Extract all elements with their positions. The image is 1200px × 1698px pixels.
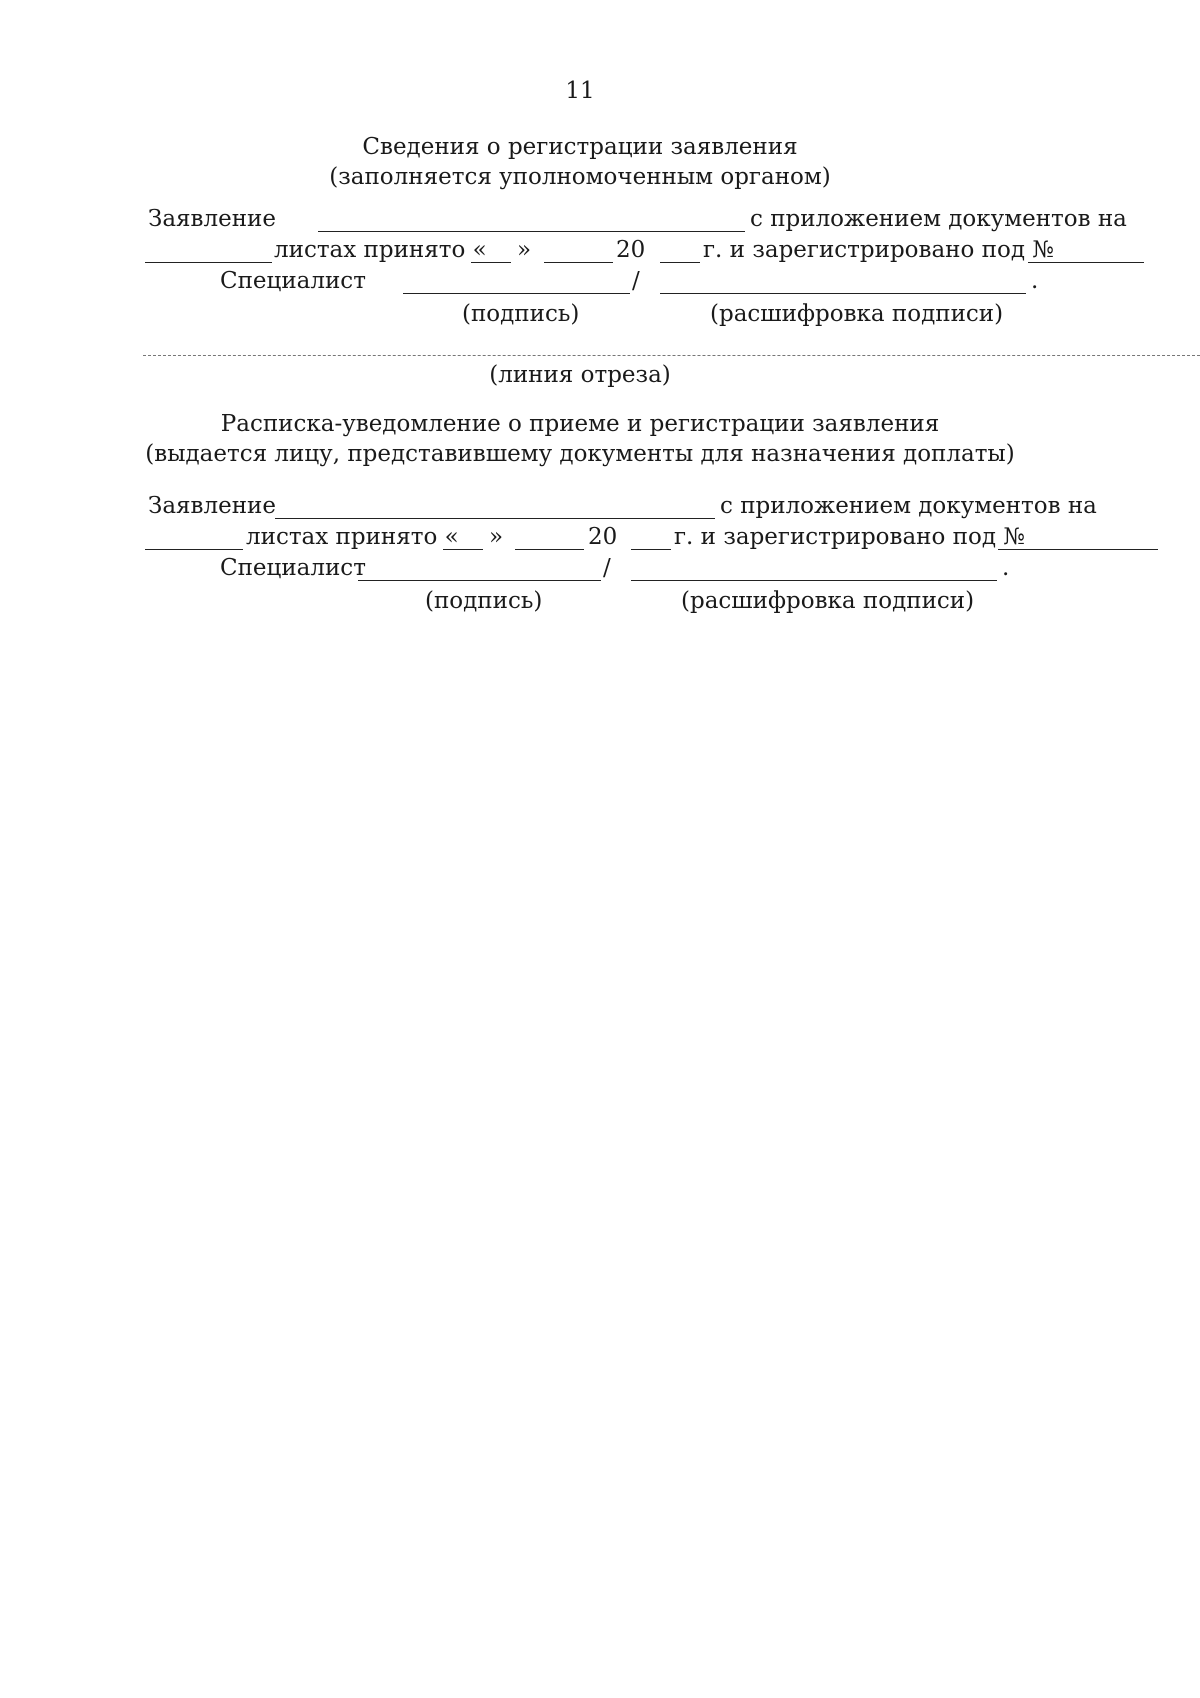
section2-title: Расписка-уведомление о приеме и регистрации заявления [220, 411, 940, 437]
page-number: 11 [565, 78, 595, 104]
section2-decoding-caption: (расшифровка подписи) [681, 588, 975, 614]
section2-year-prefix: 20 [588, 524, 618, 550]
section1-day-blank[interactable] [471, 262, 511, 263]
section2-signature-caption: (подпись) [425, 588, 543, 614]
section2-quote-close: » [489, 524, 504, 550]
section2-attachments-text: с приложением документов на [720, 493, 1097, 519]
section1-signature-blank[interactable] [403, 293, 630, 294]
section1-sheets-count-blank[interactable] [145, 262, 272, 263]
section2-day-blank[interactable] [443, 549, 483, 550]
section2-registered-text: г. и зарегистрировано под № [674, 524, 1026, 550]
section1-signature-caption: (подпись) [462, 301, 580, 327]
section1-subtitle: (заполняется уполномоченным органом) [329, 164, 831, 190]
cut-line [143, 355, 1200, 356]
section1-application-blank[interactable] [318, 231, 745, 232]
section1-registered-text: г. и зарегистрировано под № [703, 237, 1055, 263]
section2-month-blank[interactable] [515, 549, 584, 550]
section2-signature-decoding-blank[interactable] [631, 580, 997, 581]
section1-slash: / [632, 268, 640, 294]
section1-quote-close: » [517, 237, 532, 263]
section1-sheets-accepted-text: листах принято « [274, 237, 487, 263]
section1-month-blank[interactable] [544, 262, 613, 263]
cut-line-label: (линия отреза) [489, 362, 671, 388]
section1-decoding-caption: (расшифровка подписи) [710, 301, 1004, 327]
section2-registration-number-blank[interactable] [998, 549, 1158, 550]
section2-year-blank[interactable] [631, 549, 671, 550]
section2-sheets-accepted-text: листах принято « [246, 524, 459, 550]
section2-dot: . [1002, 555, 1010, 581]
section1-application-label: Заявление [148, 206, 276, 232]
section1-year-prefix: 20 [616, 237, 646, 263]
section1-signature-decoding-blank[interactable] [660, 293, 1026, 294]
section2-signature-blank[interactable] [358, 580, 601, 581]
section2-application-label: Заявление [148, 493, 276, 519]
section1-year-blank[interactable] [660, 262, 700, 263]
section1-title: Сведения о регистрации заявления [362, 134, 798, 160]
section2-specialist-label: Специалист [220, 555, 366, 581]
section2-slash: / [603, 555, 611, 581]
section1-attachments-text: с приложением документов на [750, 206, 1127, 232]
section1-specialist-label: Специалист [220, 268, 366, 294]
section1-dot: . [1031, 268, 1039, 294]
section2-application-blank[interactable] [275, 518, 715, 519]
section2-subtitle: (выдается лицу, представившему документы для назначения доплаты) [145, 441, 1015, 467]
section2-sheets-count-blank[interactable] [145, 549, 243, 550]
section1-registration-number-blank[interactable] [1028, 262, 1144, 263]
